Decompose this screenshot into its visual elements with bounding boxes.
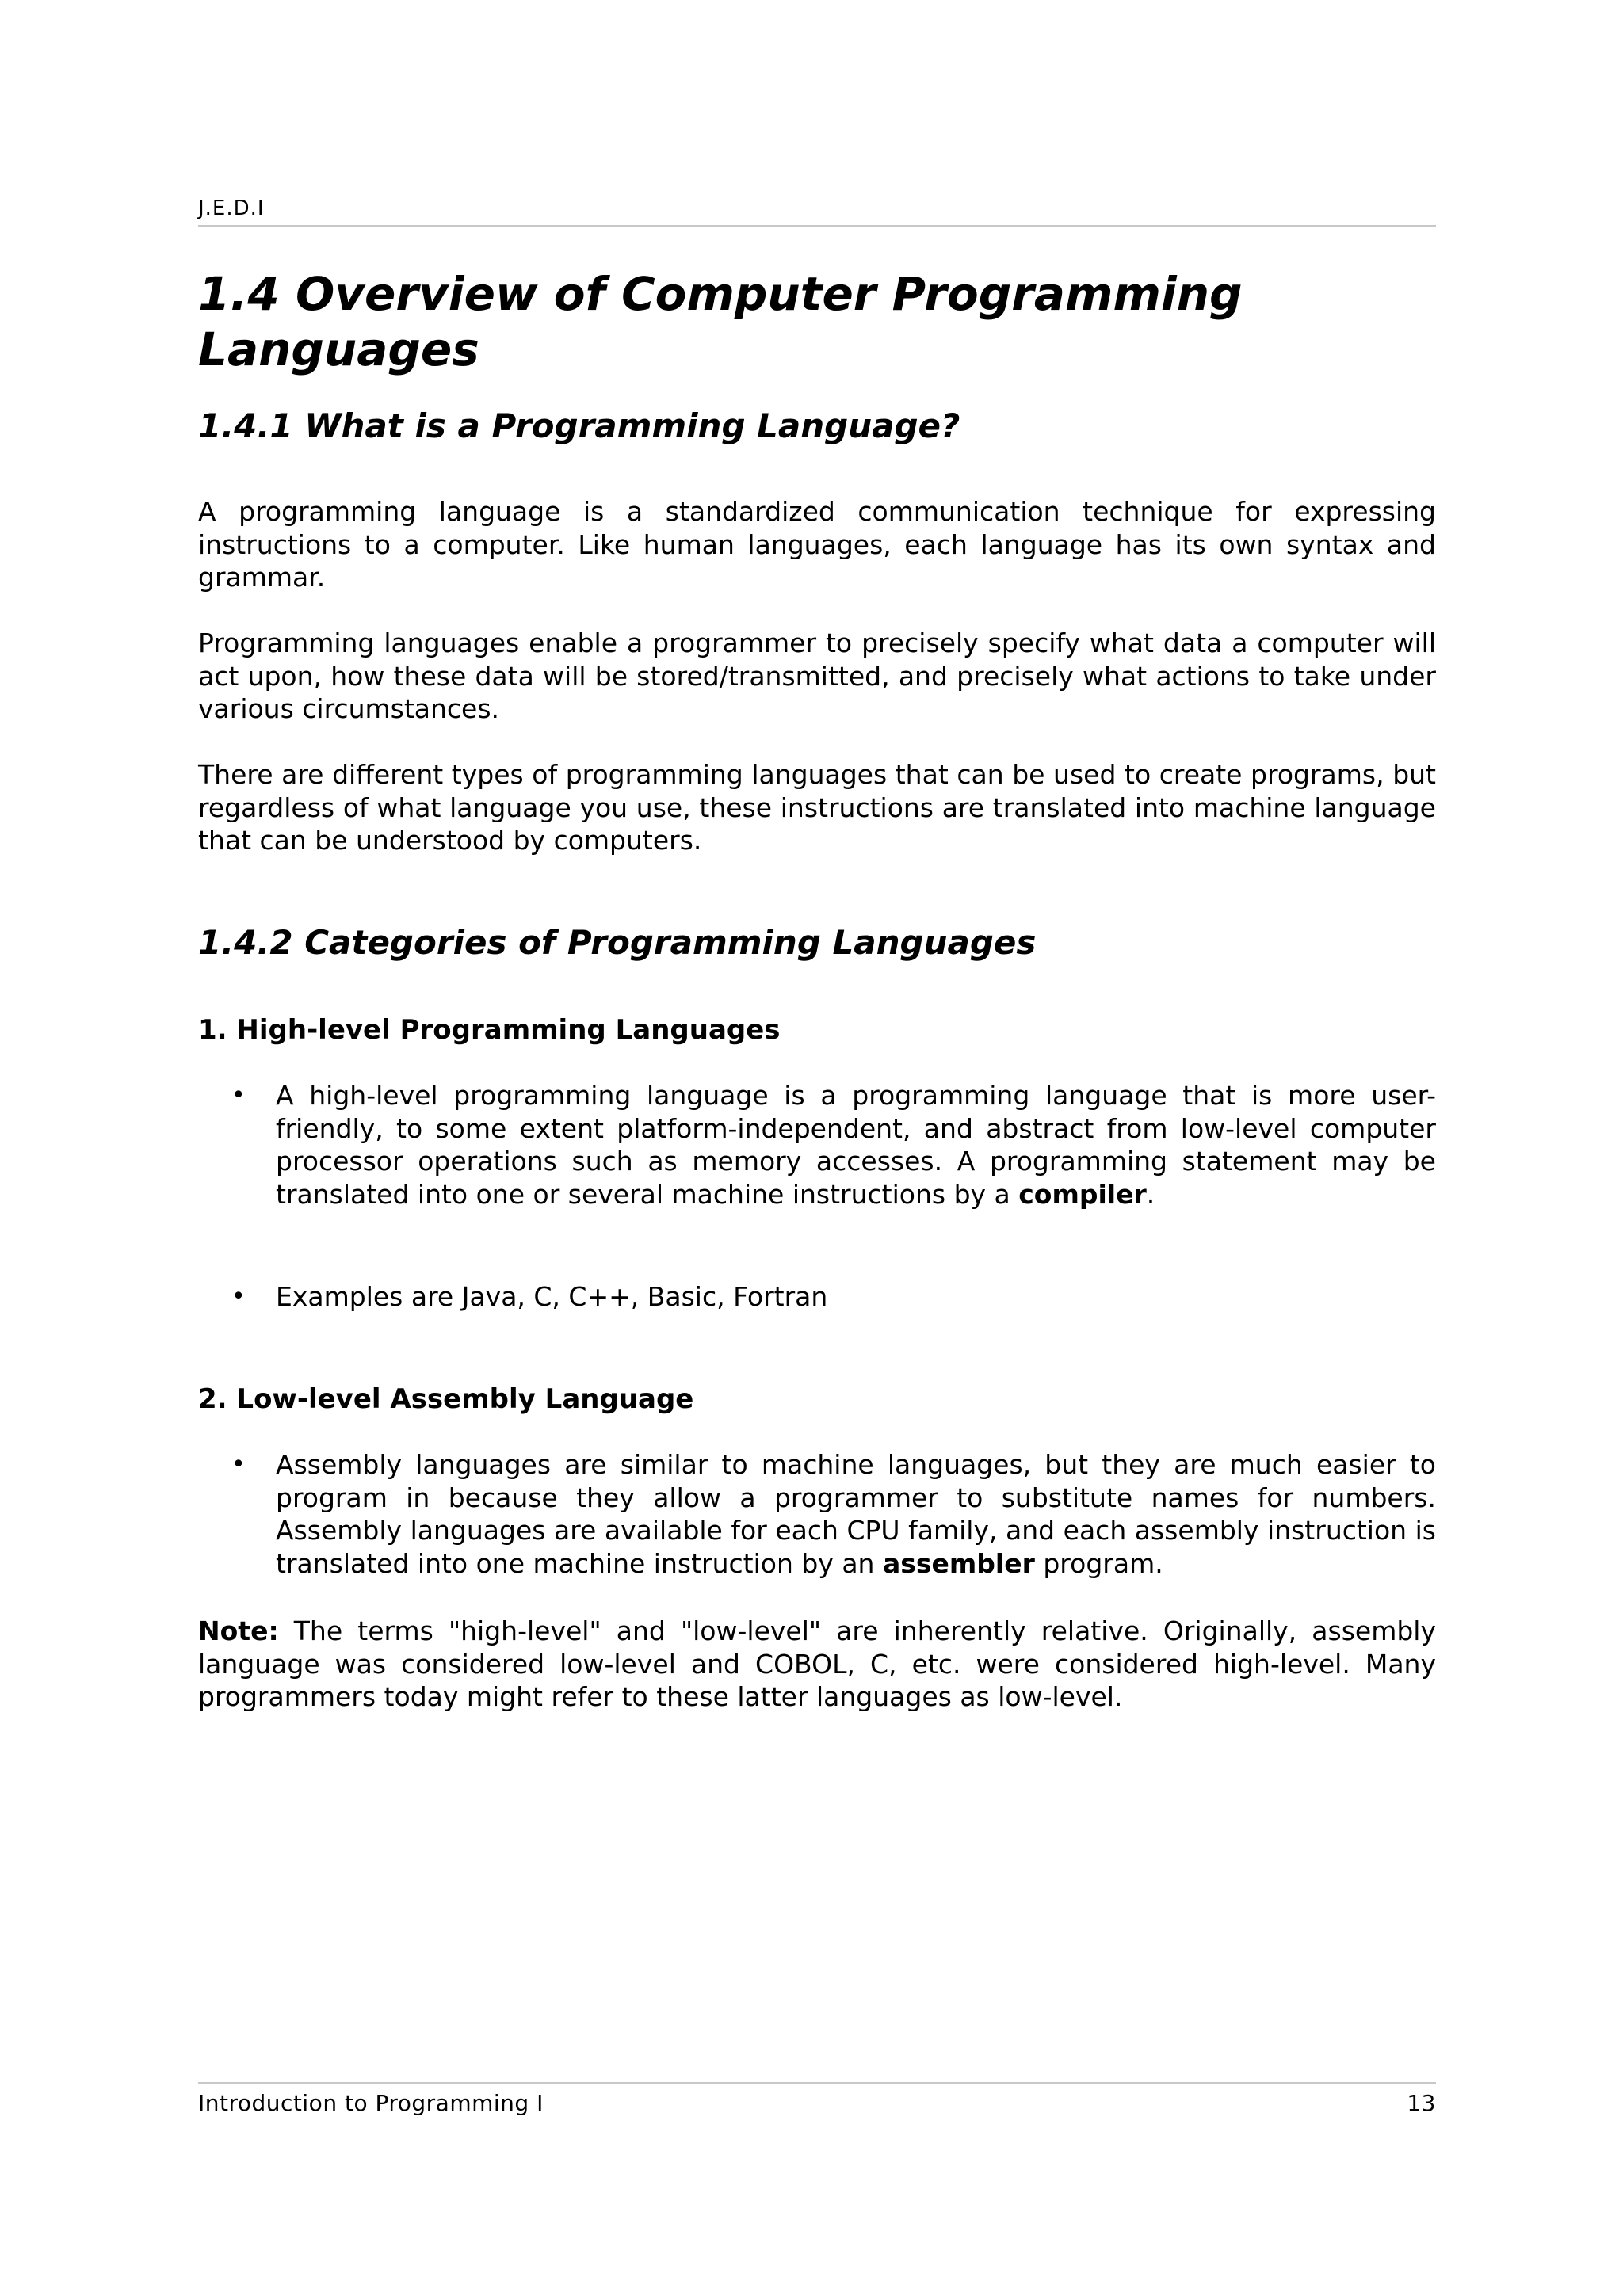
bold-term-assembler: assembler — [882, 1547, 1035, 1579]
subsection-title-what-is: 1.4.1 What is a Programming Language? — [198, 406, 960, 445]
running-header — [198, 196, 1436, 227]
paragraph-translation: There are different types of programming languages that can be used to create programs, but regardless of what language you use, these instructions are translated into machine language that can be understood by computers. — [198, 759, 1436, 856]
document-page — [198, 0, 1436, 2296]
bullet-dot-icon: • — [231, 1451, 246, 1478]
note-paragraph — [198, 1615, 1436, 1714]
bullet-text: Examples are Java, C, C++, Basic, Fortran — [276, 1281, 828, 1312]
paragraph-purpose: Programming languages enable a programmer to precisely specify what data a computer will act upon, how these data will be stored/transmitted, and precisely what actions to take under various circumstances. — [198, 627, 1436, 724]
footer-book-title: Introduction to Programming I — [198, 2090, 544, 2116]
bullet-text-end: . — [1146, 1178, 1155, 1210]
category-heading-low-level: 2. Low-level Assembly Language — [198, 1383, 694, 1415]
running-header-title: J.E.D.I — [198, 196, 265, 220]
bullet-text-end: program. — [1034, 1547, 1163, 1579]
subsection-title-categories: 1.4.2 Categories of Programming Languages — [198, 923, 1037, 962]
bullet-dot-icon: • — [231, 1283, 246, 1310]
bold-term-compiler: compiler — [1018, 1178, 1147, 1210]
bullet-text — [276, 1448, 1436, 1580]
note-label: Note: — [198, 1615, 279, 1646]
category-heading-high-level: 1. High-level Programming Languages — [198, 1014, 781, 1046]
note-text: The terms "high-level" and "low-level" are inherently relative. Originally, assembly language was considered low-level and COBOL, C, etc. were considered high-level. Many programmers today might refer to these latter languages as low-level. — [198, 1615, 1436, 1712]
bullet-text — [276, 1079, 1436, 1211]
paragraph-definition: A programming language is a standardized communication technique for expressing instructions to a computer. Like human languages, each language has its own syntax and grammar. — [198, 496, 1436, 593]
bullet-text-body: Assembly languages are similar to machine languages, but they are much easier to program in because they allow a programmer to substitute names for numbers. Assembly languages are available for each CPU family, and each assembly instruction is translated into one machine instruction by an — [276, 1449, 1436, 1579]
page-number: 13 — [1407, 2090, 1436, 2116]
section-title: 1.4 Overview of Computer Programming Languages — [198, 267, 1243, 376]
bullet-text-body: A high-level programming language is a programming language that is more user-friendly, to some extent platform-independent, and abstract from low-level computer processor operations such as memory accesses. A programming statement may be translated into one or several machine instructions by a — [276, 1080, 1436, 1210]
bullet-dot-icon: • — [231, 1081, 246, 1109]
running-footer — [198, 2082, 1436, 2116]
